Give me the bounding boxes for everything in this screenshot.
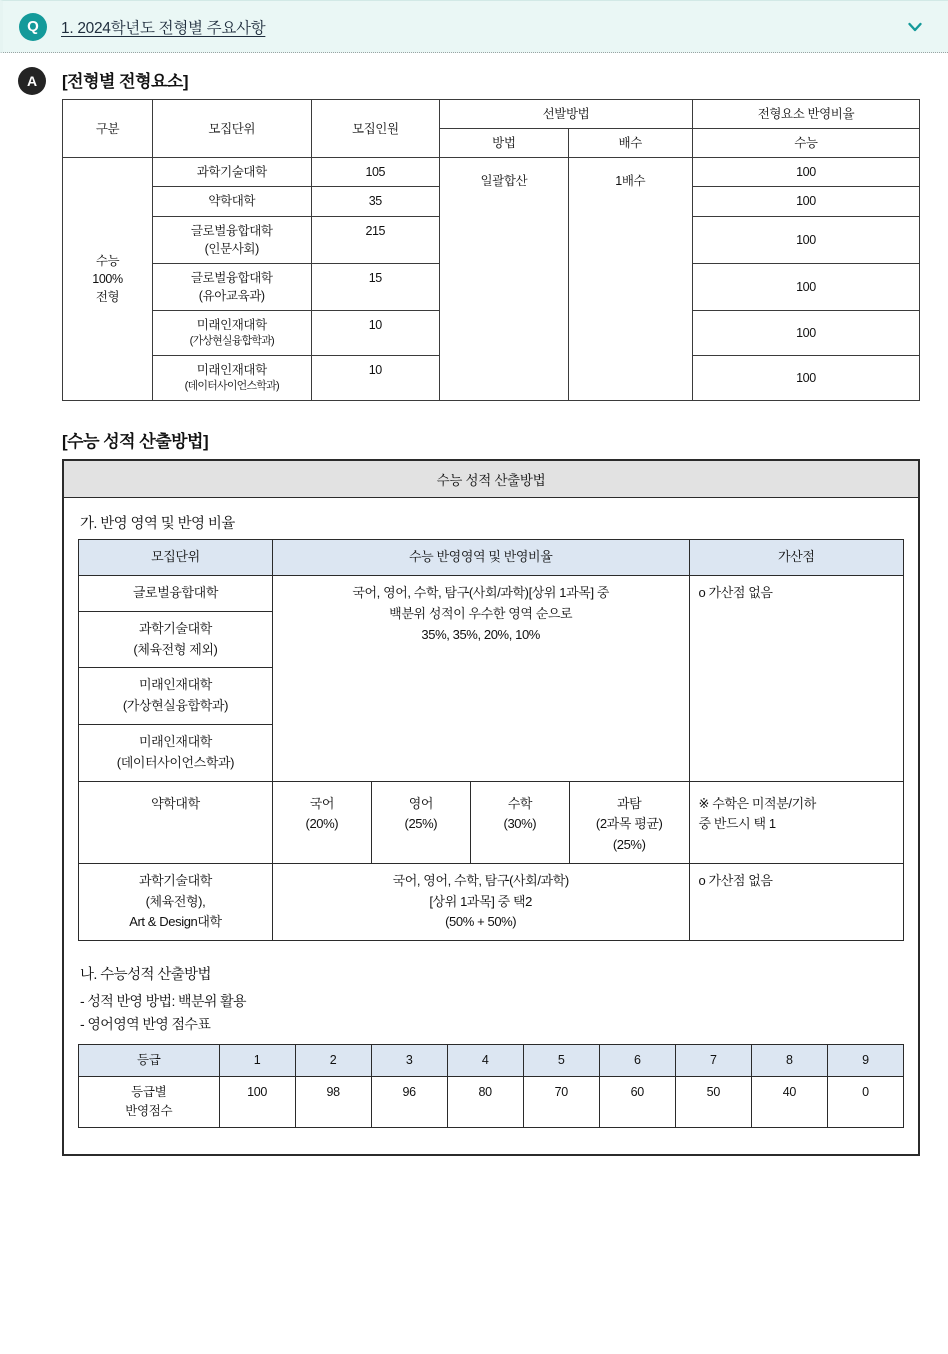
- section2-title: [수능 성적 산출방법]: [62, 432, 209, 452]
- subject-name: 과탐: [617, 795, 642, 811]
- gubun-line2: 100%: [92, 272, 123, 287]
- cell-unit-pharmacy: 약학대학: [79, 781, 273, 863]
- cell-suneung: 100: [692, 158, 919, 187]
- th-quota: 모집인원: [311, 100, 440, 158]
- cell-unit-sports: [79, 863, 273, 940]
- cell-unit: [152, 311, 311, 356]
- part-b-bullets: [80, 990, 904, 1036]
- cell-area-group3: [272, 863, 689, 940]
- admission-factors-table: [62, 99, 920, 401]
- unit-sub: (가상현실융합학과): [189, 335, 274, 348]
- th-area: 수능 반영영역 및 반영비율: [272, 540, 689, 576]
- area-line3: (50% + 50%): [445, 914, 517, 930]
- unit-sub: (데이터사이언스학과): [116, 754, 235, 770]
- unit-name: 미래인재대학: [196, 318, 267, 332]
- th-gubun: 구분: [63, 100, 153, 158]
- table-row: [63, 158, 920, 187]
- cell-score-5: 70: [523, 1077, 599, 1128]
- unit-name: 미래인재대학: [138, 677, 212, 693]
- subject-weight: (30%): [503, 816, 537, 832]
- unit-name: 글로벌융합대학: [190, 270, 273, 285]
- cell-quota: 10: [311, 311, 440, 356]
- cell-score-1: 100: [219, 1077, 295, 1128]
- bonus-line2: 중 반드시 택 1: [698, 816, 776, 832]
- frame-title: 수능 성적 산출방법: [64, 461, 918, 498]
- unit-sub: (유아교육과): [198, 288, 265, 303]
- th-grade-1: 1: [219, 1045, 295, 1077]
- unit-name: 글로벌융합대학: [132, 584, 218, 600]
- part-b-heading: 나. 수능성적 산출방법: [80, 967, 211, 984]
- table-row: [79, 1077, 904, 1128]
- cell-suneung: 100: [692, 356, 919, 401]
- gubun-line3: 전형: [95, 290, 120, 305]
- th-suneung: 수능: [692, 129, 919, 158]
- table-row: [79, 781, 904, 863]
- area-line1: 국어, 영어, 수학, 탐구(사회/과학)[상위 1과목] 중: [352, 584, 610, 600]
- cell-subject-math: [470, 781, 569, 863]
- unit-name: 과학기술대학: [138, 620, 212, 636]
- area-line1: 국어, 영어, 수학, 탐구(사회/과학): [392, 872, 569, 888]
- english-grade-score-table: [78, 1044, 904, 1127]
- question-badge: Q: [19, 13, 47, 41]
- cell-unit: [152, 216, 311, 263]
- area-line2: 백분위 성적이 우수한 영역 순으로: [389, 605, 573, 621]
- table-row: [79, 575, 904, 611]
- cell-subject-science: [569, 781, 689, 863]
- cell-unit: [79, 668, 273, 725]
- cell-score-8: 40: [751, 1077, 827, 1128]
- th-grade-7: 7: [675, 1045, 751, 1077]
- answer-badge: A: [18, 67, 46, 95]
- th-grade-9: 9: [827, 1045, 903, 1077]
- th-bonus: 가산점: [689, 540, 904, 576]
- part-a-heading: 가. 반영 영역 및 반영 비율: [80, 516, 235, 533]
- th-method-group: 선발방법: [440, 100, 693, 129]
- cell-subject-english: [371, 781, 470, 863]
- subject-name: 수학: [507, 795, 533, 811]
- th-unit: 모집단위: [79, 540, 273, 576]
- th-factor-group: 전형요소 반영비율: [692, 100, 919, 129]
- unit-name: 약학대학: [208, 194, 256, 209]
- area-line3: 35%, 35%, 20%, 10%: [421, 626, 540, 642]
- unit-line3: Art & Design대학: [129, 914, 222, 930]
- cell-unit: [152, 187, 311, 216]
- th-grade-3: 3: [371, 1045, 447, 1077]
- cell-unit: [79, 575, 273, 611]
- cell-quota: 10: [311, 356, 440, 401]
- cell-bonus-pharmacy: [689, 781, 904, 863]
- cell-score-7: 50: [675, 1077, 751, 1128]
- unit-name: 글로벌융합대학: [190, 223, 273, 238]
- area-line2: [상위 1과목] 중 택2: [429, 893, 533, 909]
- cell-suneung: 100: [692, 187, 919, 216]
- th-grade-label: 등급: [79, 1045, 220, 1077]
- unit-line1: 과학기술대학: [138, 872, 212, 888]
- bullet-item: - 영어영역 반영 점수표: [80, 1016, 211, 1033]
- frame-body: [64, 498, 918, 1154]
- chevron-down-icon[interactable]: [904, 16, 926, 38]
- question-title[interactable]: 1. 2024학년도 전형별 주요사항: [61, 19, 266, 37]
- table-header-row: [79, 1045, 904, 1077]
- th-method: 방법: [440, 129, 569, 158]
- cell-quota: 215: [311, 216, 440, 263]
- table-header-row: [63, 100, 920, 129]
- cell-subject-korean: [272, 781, 371, 863]
- cell-unit: [79, 724, 273, 781]
- unit-name: 미래인재대학: [196, 363, 267, 378]
- cell-unit: [152, 263, 311, 310]
- cell-bonus-group1: o 가산점 없음: [689, 575, 904, 781]
- unit-name: 미래인재대학: [138, 733, 212, 749]
- cell-method: 일괄합산: [440, 158, 569, 401]
- cell-quota: 15: [311, 263, 440, 310]
- cell-score-2: 98: [295, 1077, 371, 1128]
- table-row: [79, 863, 904, 940]
- cell-suneung: 100: [692, 263, 919, 310]
- cell-suneung: 100: [692, 216, 919, 263]
- cell-quota: 35: [311, 187, 440, 216]
- unit-name: 과학기술대학: [196, 165, 267, 180]
- th-unit: 모집단위: [152, 100, 311, 158]
- th-grade-8: 8: [751, 1045, 827, 1077]
- unit-sub: (가상현실융합학과): [122, 698, 228, 714]
- cell-unit: [152, 158, 311, 187]
- table-header-row: [79, 540, 904, 576]
- cell-gubun: [63, 158, 153, 401]
- th-grade-4: 4: [447, 1045, 523, 1077]
- gubun-line1: 수능: [95, 254, 120, 268]
- cell-area-group1: [272, 575, 689, 781]
- th-grade-5: 5: [523, 1045, 599, 1077]
- subject-extra: (25%): [612, 837, 646, 853]
- subject-weight: (25%): [404, 816, 438, 832]
- cell-score-3: 96: [371, 1077, 447, 1128]
- th-grade-2: 2: [295, 1045, 371, 1077]
- cell-ratio: 1배수: [568, 158, 692, 401]
- cell-score-6: 60: [599, 1077, 675, 1128]
- cell-unit: [152, 356, 311, 401]
- score-label-line1: 등급별: [131, 1085, 167, 1100]
- th-ratio: 배수: [568, 129, 692, 158]
- subject-weight: (2과목 평균): [595, 816, 663, 832]
- section1-title: [전형별 전형요소]: [62, 72, 188, 91]
- unit-sub: (체육전형 제외): [133, 641, 218, 657]
- cell-suneung: 100: [692, 311, 919, 356]
- score-label-line2: 반영점수: [125, 1103, 173, 1118]
- cell-unit: [79, 611, 273, 668]
- bonus-line1: ※ 수학은 미적분/기하: [698, 795, 816, 811]
- cell-score-4: 80: [447, 1077, 523, 1128]
- cell-quota: 105: [311, 158, 440, 187]
- cell-bonus-group3: o 가산점 없음: [689, 863, 904, 940]
- score-calculation-frame: [62, 459, 920, 1156]
- unit-line2: (체육전형),: [145, 893, 206, 909]
- th-grade-6: 6: [599, 1045, 675, 1077]
- cell-score-label: [79, 1077, 220, 1128]
- reflection-ratio-table: [78, 539, 904, 941]
- answer-content: [62, 67, 920, 1156]
- faq-answer-body: [0, 53, 948, 1156]
- unit-sub: (데이터사이언스학과): [184, 380, 279, 393]
- bullet-item: - 성적 반영 방법: 백분위 활용: [80, 993, 246, 1010]
- cell-score-9: 0: [827, 1077, 903, 1128]
- faq-question-header[interactable]: [0, 0, 948, 53]
- subject-name: 영어: [408, 795, 434, 811]
- unit-sub: (인문사회): [204, 241, 259, 256]
- subject-weight: (20%): [305, 816, 339, 832]
- subject-name: 국어: [309, 795, 335, 811]
